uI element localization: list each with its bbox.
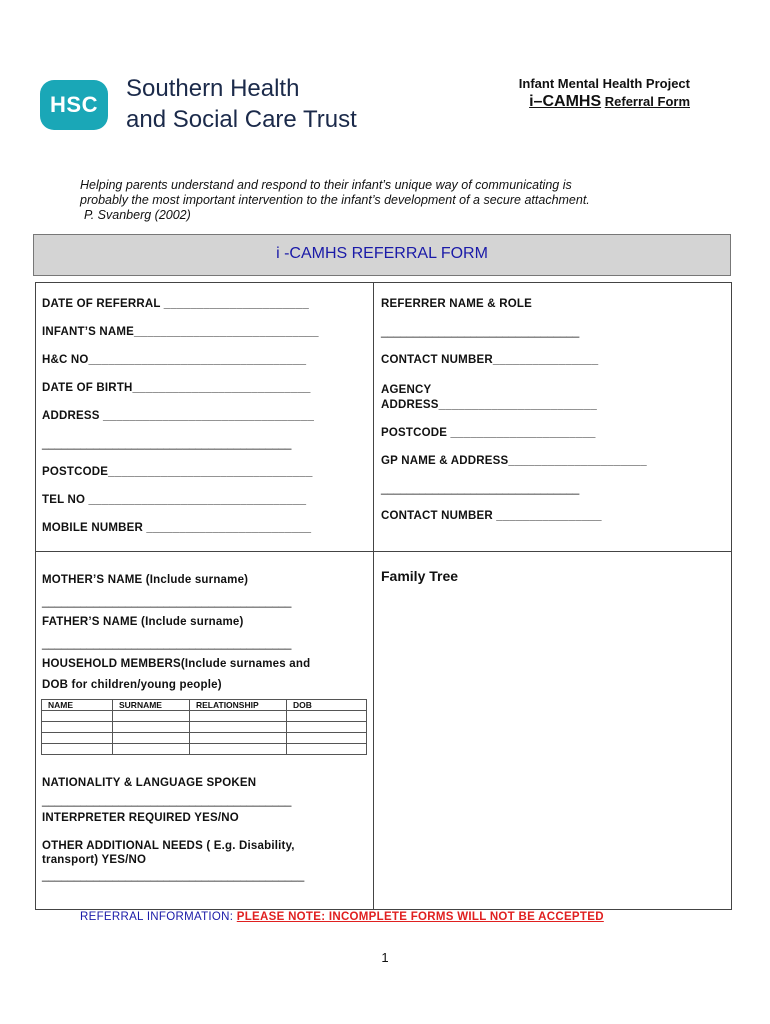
hsc-logo — [40, 80, 108, 130]
project-title: Infant Mental Health Project — [518, 76, 690, 91]
referral-information-label: REFERRAL INFORMATION: — [80, 911, 234, 923]
form-title-rest: Referral Form — [604, 94, 690, 109]
family-tree-label: Family Tree — [381, 568, 459, 584]
referrer-name-role-field[interactable]: _______________________________ — [381, 326, 580, 338]
table-row[interactable] — [42, 733, 367, 744]
address-line2[interactable]: _______________________________________ — [42, 438, 292, 450]
quote — [80, 178, 700, 223]
table-row[interactable] — [42, 711, 367, 722]
org-name-line2: and Social Care Trust — [126, 106, 357, 133]
gp-name-address-field[interactable]: GP NAME & ADDRESS_____________________ — [381, 455, 647, 467]
fathers-name-label: FATHER’S NAME (Include surname) — [42, 616, 244, 628]
gp-address-line2[interactable]: _______________________________ — [381, 483, 580, 495]
row-divider — [35, 551, 732, 552]
nationality-language-field[interactable]: _______________________________________ — [42, 795, 292, 807]
quote-author: P. Svanberg (2002) — [84, 208, 191, 222]
household-members-label: HOUSEHOLD MEMBERS(Include surnames and — [42, 658, 311, 670]
table-header-row — [42, 700, 367, 711]
mobile-number-field[interactable]: MOBILE NUMBER _________________________ — [42, 522, 312, 534]
other-needs-field[interactable]: _________________________________________ — [42, 870, 305, 882]
page-number: 1 — [381, 950, 389, 965]
referrer-name-role-label: REFERRER NAME & ROLE — [381, 298, 532, 310]
household-members-label-2: DOB for children/young people) — [42, 679, 222, 691]
fathers-name-field[interactable]: _______________________________________ — [42, 638, 292, 650]
form-title — [470, 93, 690, 111]
family-tree-area[interactable] — [380, 590, 725, 900]
column-divider — [373, 282, 374, 910]
date-of-referral-field[interactable]: DATE OF REFERRAL ______________________ — [42, 298, 309, 310]
banner-title: i -CAMHS REFERRAL FORM — [276, 245, 488, 262]
postcode-field[interactable]: POSTCODE_______________________________ — [42, 466, 313, 478]
other-needs-label-2[interactable]: transport) YES/NO — [42, 854, 147, 866]
agency-address-field[interactable]: ADDRESS________________________ — [381, 399, 597, 411]
agency-label: AGENCY — [381, 384, 432, 396]
table-row[interactable] — [42, 744, 367, 755]
household-members-table — [41, 699, 367, 755]
gp-contact-number-field[interactable]: CONTACT NUMBER ________________ — [381, 510, 602, 522]
agency-postcode-field[interactable]: POSTCODE ______________________ — [381, 427, 596, 439]
table-header-surname: SURNAME — [113, 700, 190, 711]
org-name-line1: Southern Health — [126, 75, 300, 102]
referral-information-note — [80, 911, 604, 923]
incomplete-forms-warning: PLEASE NOTE: INCOMPLETE FORMS WILL NOT BE ACCEPTED — [236, 911, 604, 923]
quote-line2: probably the most important intervention to the infant’s development of a secure attachment. — [80, 193, 590, 207]
date-of-birth-field[interactable]: DATE OF BIRTH___________________________ — [42, 382, 311, 394]
hc-no-field[interactable]: H&C NO_________________________________ — [42, 354, 307, 366]
mothers-name-field[interactable]: _______________________________________ — [42, 596, 292, 608]
form-banner — [33, 234, 731, 276]
infants-name-field[interactable]: INFANT’S NAME____________________________ — [42, 326, 319, 338]
form-title-main: i–CAMHS — [529, 93, 602, 110]
nationality-language-label: NATIONALITY & LANGUAGE SPOKEN — [42, 777, 257, 789]
interpreter-required-field[interactable]: INTERPRETER REQUIRED YES/NO — [42, 812, 239, 824]
tel-no-field[interactable]: TEL NO _________________________________ — [42, 494, 307, 506]
logo-text: HSC — [50, 92, 98, 117]
quote-line1: Helping parents understand and respond to their infant’s unique way of communicating is — [80, 178, 572, 192]
table-header-relationship: RELATIONSHIP — [190, 700, 287, 711]
table-header-name: NAME — [42, 700, 113, 711]
mothers-name-label: MOTHER’S NAME (Include surname) — [42, 574, 249, 586]
address-field[interactable]: ADDRESS ________________________________ — [42, 410, 315, 422]
table-header-dob: DOB — [287, 700, 367, 711]
other-needs-label: OTHER ADDITIONAL NEEDS ( E.g. Disability, — [42, 840, 295, 852]
table-row[interactable] — [42, 722, 367, 733]
contact-number-field[interactable]: CONTACT NUMBER________________ — [381, 354, 599, 366]
